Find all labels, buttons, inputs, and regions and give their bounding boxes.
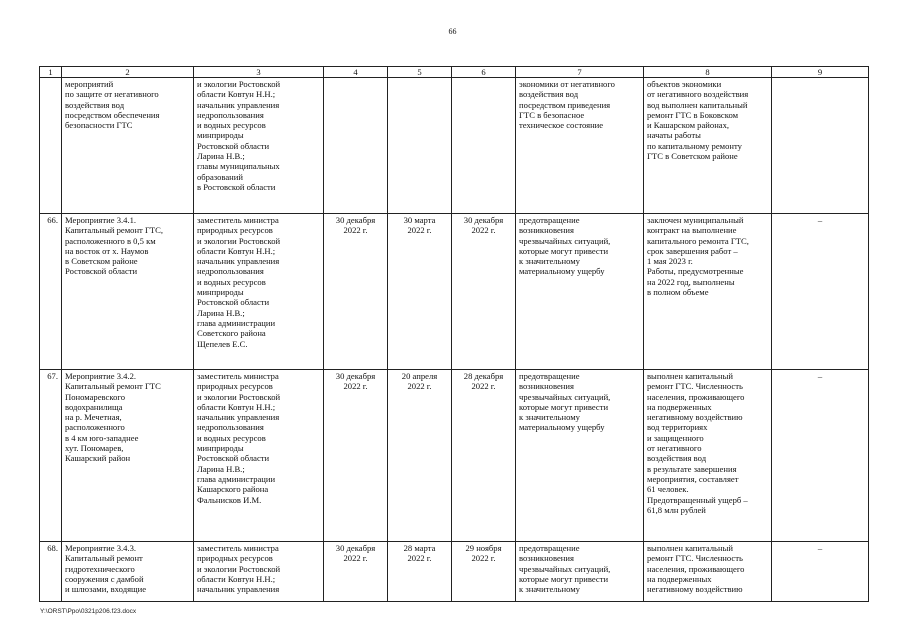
column-number: 3 (194, 67, 324, 78)
expected-result: предотвращение возникновения чрезвычайных ситуаций, которые могут привести к значительному материальному ущербу (516, 214, 644, 370)
column-number-row (40, 67, 869, 78)
column-number: 9 (772, 67, 869, 78)
responsible-person: и экологии Ростовской области Ковтун Н.Н.; начальник управления недропользования и водных ресурсов минприроды Ростовской области Ларина Н.В.; главы муниципальных образований в Ростовской области (194, 78, 324, 214)
actual-start-date: 28 марта 2022 г. (388, 542, 452, 602)
actual-result: объектов экономики от негативного воздействия вод выполнен капитальный ремонт ГТС в Боковском и Кашарском районах, начаты работы по капитальному ремонту ГТС в Советском районе (644, 78, 772, 214)
measure-name: Мероприятие 3.4.2. Капитальный ремонт ГТС Пономаревского водохранилища на р. Мечетная, расположенного в 4 км юго-западнее хут. Пономарев, Кашарский район (62, 370, 194, 542)
note: – (772, 542, 869, 602)
measure-name: Мероприятие 3.4.3. Капитальный ремонт гидротехнического сооружения с дамбой и шлюзами, входящие (62, 542, 194, 602)
column-number: 4 (324, 67, 388, 78)
note: – (772, 214, 869, 370)
file-path-footer: Y:\ORST\Ppo\0321p206.f23.docx (40, 608, 137, 615)
measure-name: мероприятий по защите от негативного воздействия вод посредством обеспечения безопасности ГТС (62, 78, 194, 214)
note (772, 78, 869, 214)
note: – (772, 370, 869, 542)
row-number: 67. (40, 370, 62, 542)
actual-end-date: 28 декабря 2022 г. (452, 370, 516, 542)
expected-result: предотвращение возникновения чрезвычайных ситуаций, которые могут привести к значительному материальному ущербу (516, 370, 644, 542)
actual-end-date: 29 ноября 2022 г. (452, 542, 516, 602)
row-number (40, 78, 62, 214)
column-number: 8 (644, 67, 772, 78)
report-table (39, 66, 869, 602)
planned-date: 30 декабря 2022 г. (324, 370, 388, 542)
table-row (40, 78, 869, 214)
responsible-person: заместитель министра природных ресурсов и экологии Ростовской области Ковтун Н.Н.; начальник управления (194, 542, 324, 602)
expected-result: предотвращение возникновения чрезвычайных ситуаций, которые могут привести к значительному (516, 542, 644, 602)
table-row (40, 542, 869, 602)
planned-date (324, 78, 388, 214)
actual-result: выполнен капитальный ремонт ГТС. Численность населения, проживающего на подверженных негативному воздействию вод территориях и защищенного от негативного воздействия вод в результате завершения мероприятия, составляет 61 человек. Предотвращенный ущерб – 61,8 млн рублей (644, 370, 772, 542)
table-row (40, 214, 869, 370)
planned-date: 30 декабря 2022 г. (324, 542, 388, 602)
actual-end-date: 30 декабря 2022 г. (452, 214, 516, 370)
column-number: 2 (62, 67, 194, 78)
actual-start-date: 30 марта 2022 г. (388, 214, 452, 370)
responsible-person: заместитель министра природных ресурсов и экологии Ростовской области Ковтун Н.Н.; начальник управления недропользования и водных ресурсов минприроды Ростовской области Ларина Н.В.; глава администрации Советского района Щепелев Е.С. (194, 214, 324, 370)
actual-result: выполнен капитальный ремонт ГТС. Численность населения, проживающего на подверженных негативному воздействию (644, 542, 772, 602)
column-number: 7 (516, 67, 644, 78)
actual-start-date: 20 апреля 2022 г. (388, 370, 452, 542)
actual-result: заключен муниципальный контракт на выполнение капитального ремонта ГТС, срок завершения работ – 1 мая 2023 г. Работы, предусмотренные на 2022 год, выполнены в полном объеме (644, 214, 772, 370)
row-number: 68. (40, 542, 62, 602)
column-number: 5 (388, 67, 452, 78)
actual-end-date (452, 78, 516, 214)
column-number: 6 (452, 67, 516, 78)
actual-start-date (388, 78, 452, 214)
table-row (40, 370, 869, 542)
expected-result: экономики от негативного воздействия вод посредством приведения ГТС в безопасное техническое состояние (516, 78, 644, 214)
planned-date: 30 декабря 2022 г. (324, 214, 388, 370)
measure-name: Мероприятие 3.4.1. Капитальный ремонт ГТС, расположенного в 0,5 км на восток от х. Наумов в Советском районе Ростовской области (62, 214, 194, 370)
page-number: 66 (448, 27, 457, 36)
column-number: 1 (40, 67, 62, 78)
responsible-person: заместитель министра природных ресурсов и экологии Ростовской области Ковтун Н.Н.; начальник управления недропользования и водных ресурсов минприроды Ростовской области Ларина Н.В.; глава администрации Кашарского района Фальнисков И.М. (194, 370, 324, 542)
row-number: 66. (40, 214, 62, 370)
